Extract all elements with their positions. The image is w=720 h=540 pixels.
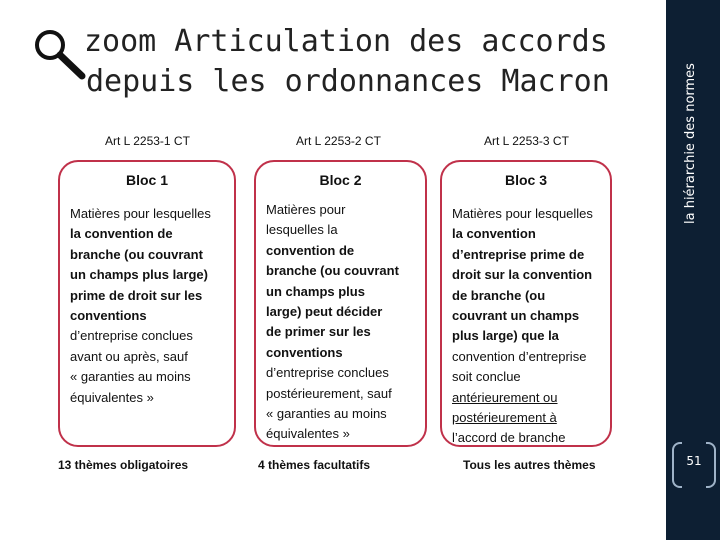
bloc3-line: soit conclue: [452, 369, 521, 385]
bloc1-line: Matières pour lesquelles: [70, 206, 211, 221]
bloc3-line: couvrant un champs: [452, 308, 580, 324]
bloc2-line: conventions: [266, 344, 343, 360]
article-label-1: Art L 2253-1 CT: [105, 134, 190, 148]
bloc1-line: branche (ou couvrant: [70, 246, 203, 262]
bloc1-line: « garanties au moins: [70, 369, 191, 385]
bloc-title-3: Bloc 3: [504, 172, 547, 188]
bloc2-line: large) peut décider: [266, 304, 383, 320]
bloc3-line: postérieurement à: [452, 410, 557, 426]
bloc2-line: convention de: [266, 242, 355, 258]
bloc3-line: droit sur la convention: [452, 267, 593, 283]
bloc-text-3: [452, 204, 604, 449]
bloc2-line: un champs plus: [266, 283, 365, 299]
bloc1-line: la convention de: [70, 226, 173, 242]
bloc2-line: de primer sur les: [266, 324, 371, 340]
bloc3-line: la convention: [452, 226, 536, 242]
bloc2-line: lesquelles la: [266, 222, 338, 238]
bloc3-line: plus large) que la: [452, 328, 559, 344]
page-number-badge: [672, 442, 716, 486]
bloc3-line: convention d’entreprise: [452, 348, 587, 364]
bloc-footer-2: 4 thèmes facultatifs: [258, 458, 371, 472]
bloc1-line: un champs plus large): [70, 267, 208, 283]
bloc1-line: d’entreprise conclues: [70, 328, 193, 344]
bloc3-line: l’accord de branche: [452, 430, 566, 446]
sidebar-label: la hiérarchie des normes: [683, 63, 698, 224]
bloc-text-2: [266, 200, 419, 445]
bloc1-line: équivalentes »: [70, 389, 154, 405]
page-number: 51: [686, 454, 702, 468]
bloc-box-2: [254, 160, 427, 447]
bloc-title-2: Bloc 2: [319, 172, 362, 188]
bloc-title-1: Bloc 1: [125, 172, 168, 188]
page-title: [84, 22, 664, 102]
title-line-1: zoom Articulation des accords: [84, 24, 608, 59]
bloc2-line: « garanties au moins: [266, 406, 387, 422]
bloc2-line: Matières pour: [266, 202, 346, 217]
bloc2-line: d’entreprise conclues: [266, 365, 389, 381]
article-label-3: Art L 2253-3 CT: [484, 134, 569, 148]
bloc2-line: postérieurement, sauf: [266, 385, 392, 401]
bloc2-line: branche (ou couvrant: [266, 263, 399, 279]
title-line-2: depuis les ordonnances Macron: [86, 64, 610, 99]
magnifier-icon: [30, 26, 86, 82]
bloc-footer-3: Tous les autres thèmes: [463, 458, 596, 472]
bloc1-line: prime de droit sur les: [70, 287, 203, 303]
bloc-footer-1: 13 thèmes obligatoires: [58, 458, 189, 472]
bloc2-line: équivalentes »: [266, 426, 350, 442]
bloc-text-1: [70, 204, 228, 408]
bloc-box-1: [58, 160, 236, 447]
bloc-box-3: [440, 160, 612, 447]
bloc1-line: conventions: [70, 308, 147, 324]
bloc3-line: d’entreprise prime de: [452, 246, 585, 262]
bloc3-line: antérieurement ou: [452, 389, 558, 405]
article-label-2: Art L 2253-2 CT: [296, 134, 381, 148]
bloc1-line: avant ou après, sauf: [70, 348, 188, 364]
bloc3-line: Matières pour lesquelles: [452, 206, 593, 221]
bloc3-line: de branche (ou: [452, 287, 546, 303]
